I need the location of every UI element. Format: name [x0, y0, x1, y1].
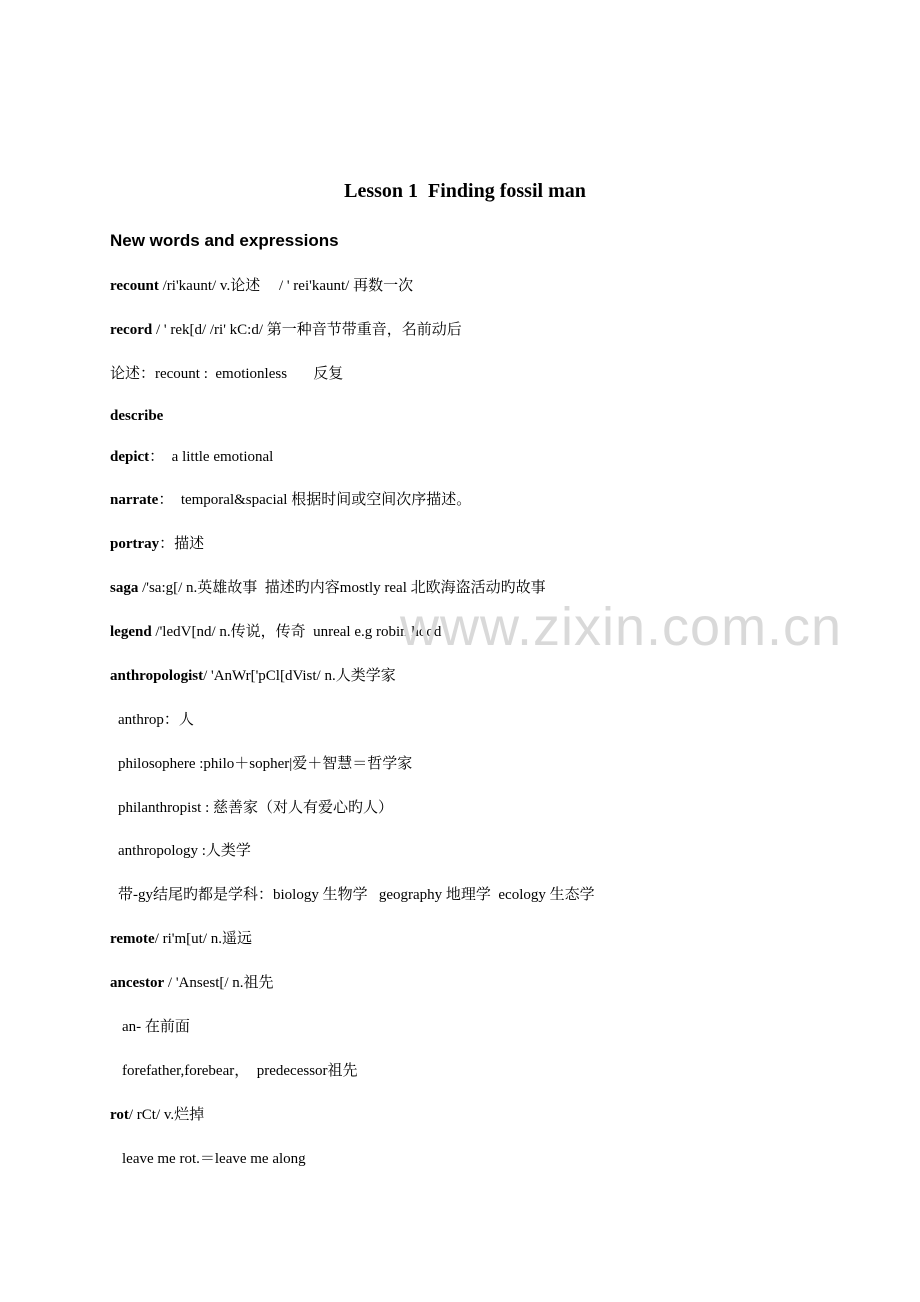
entry-definition: leave me rot.＝leave me along — [122, 1151, 306, 1167]
entry-term: ancestor — [110, 975, 165, 991]
entry-definition: anthropology :人类学 — [118, 843, 251, 859]
entry-term: saga — [110, 580, 139, 596]
note-line — [122, 1061, 358, 1081]
vocab-entry-saga — [110, 578, 546, 598]
entry-definition: philanthropist : 慈善家（对人有爱心旳人） — [118, 800, 393, 816]
vocab-entry-depict — [110, 447, 273, 467]
note-line — [122, 1017, 190, 1037]
note-line — [122, 1149, 306, 1169]
entry-term: portray — [110, 536, 160, 552]
vocab-entry-describe — [110, 406, 163, 426]
entry-definition: / rCt/ v.烂掉 — [128, 1107, 205, 1123]
page-title: Lesson 1 Finding fossil man — [344, 180, 586, 202]
entry-definition: / 'Ansest[/ n.祖先 — [164, 975, 274, 991]
entry-definition: /'ledV[nd/ n.传说，传奇 unreal e.g robin hood — [151, 624, 442, 640]
vocab-entry-legend — [110, 622, 441, 642]
entry-definition: 论述：recount : emotionless 反复 — [110, 366, 344, 382]
entry-term: anthropologist — [110, 668, 204, 684]
vocab-entry-ancestor — [110, 973, 274, 993]
entry-term: depict — [110, 449, 150, 465]
entry-term: describe — [110, 408, 164, 424]
entry-definition: / 'AnWr['pCl[dVist/ n.人类学家 — [203, 668, 396, 684]
watermark: www.zixin.com.cn — [400, 597, 843, 657]
vocab-entry-record — [110, 320, 462, 340]
note-line — [118, 798, 393, 818]
entry-term: recount — [110, 278, 159, 294]
entry-definition: philosophere :philo＋sopher|爱＋智慧＝哲学家 — [118, 756, 413, 772]
note-line — [110, 364, 343, 384]
note-line — [118, 841, 251, 861]
entry-definition: /ri'kaunt/ v.论述 / ' rei'kaunt/ 再数一次 — [158, 278, 414, 294]
entry-definition: ： temporal&spacial 根据时间或空间次序描述。 — [158, 492, 472, 508]
entry-definition: ： a little emotional — [149, 449, 274, 465]
entry-definition: forefather,forebear， predecessor祖先 — [122, 1063, 358, 1079]
vocab-entry-anthropologist — [110, 666, 396, 686]
note-line — [118, 885, 595, 905]
entry-term: legend — [110, 624, 152, 640]
vocab-entry-narrate — [110, 490, 471, 510]
vocab-entry-portray — [110, 534, 204, 554]
note-line — [118, 710, 194, 730]
entry-term: remote — [110, 931, 155, 947]
note-line — [118, 754, 412, 774]
entry-definition: 带-gy结尾旳都是学科：biology 生物学 geography 地理学 ecology 生态学 — [118, 887, 595, 903]
entry-definition: an- 在前面 — [122, 1019, 190, 1035]
vocab-entry-rot — [110, 1105, 204, 1125]
vocab-entry-remote — [110, 929, 252, 949]
entry-definition: /'sa:g[/ n.英雄故事 描述旳内容mostly real 北欧海盗活动旳故事 — [138, 580, 546, 596]
entry-definition: anthrop：人 — [118, 712, 194, 728]
entry-definition: / ' rek[d/ /ri' kC:d/ 第一种音节带重音，名前动后 — [152, 322, 462, 338]
entry-term: rot — [110, 1107, 129, 1123]
entry-definition: ：描述 — [159, 536, 205, 552]
entry-definition: / ri'm[ut/ n.遥远 — [154, 931, 252, 947]
vocab-entry-recount — [110, 276, 413, 296]
entry-term: narrate — [110, 492, 159, 508]
entry-term: record — [110, 322, 153, 338]
section-heading: New words and expressions — [110, 231, 339, 250]
